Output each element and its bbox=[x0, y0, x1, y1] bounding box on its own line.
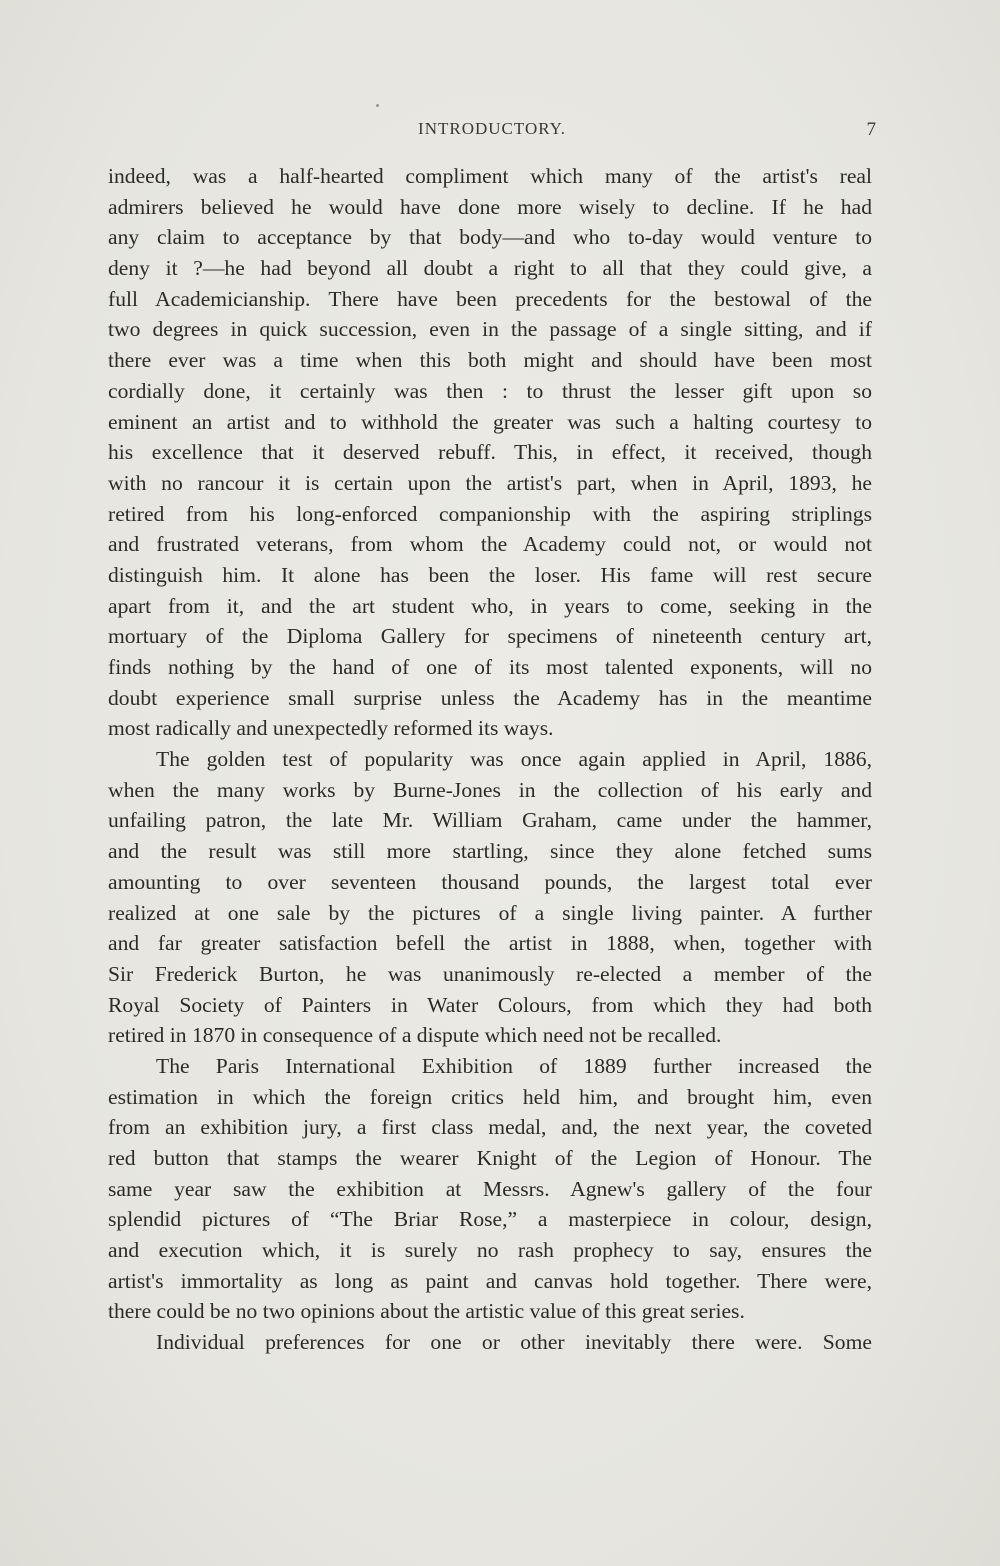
text-line: Individual preferences for one or other inevitably there were. Some bbox=[156, 1330, 872, 1355]
text-line: his excellence that it deserved rebuff. This, in effect, it received, though bbox=[108, 440, 872, 465]
paragraph bbox=[108, 1327, 872, 1358]
paragraph bbox=[108, 1051, 872, 1327]
text-line: mortuary of the Diploma Gallery for specimens of nineteenth century art, bbox=[108, 624, 872, 649]
text-line: with no rancour it is certain upon the artist's part, when in April, 1893, he bbox=[108, 470, 872, 495]
text-line: amounting to over seventeen thousand pounds, the largest total ever bbox=[108, 869, 872, 894]
text-line: indeed, was a half-hearted compliment which many of the artist's real bbox=[108, 164, 872, 188]
text-line: artist's immortality as long as paint and canvas hold together. There were, bbox=[108, 1268, 872, 1293]
paragraph bbox=[108, 161, 872, 744]
text-line: retired in 1870 in consequence of a dispute which need not be recalled. bbox=[108, 1023, 722, 1048]
text-line: doubt experience small surprise unless the Academy has in the meantime bbox=[108, 685, 872, 710]
text-line: there could be no two opinions about the artistic value of this great series. bbox=[108, 1299, 745, 1324]
page-number: 7 bbox=[866, 119, 876, 140]
text-line: finds nothing by the hand of one of its most talented exponents, will no bbox=[108, 655, 872, 679]
text-line: Royal Society of Painters in Water Colours, from which they had both bbox=[108, 992, 872, 1017]
paragraph bbox=[108, 744, 872, 1051]
paper-speck bbox=[376, 104, 379, 107]
text-line: two degrees in quick succession, even in the passage of a single sitting, and if bbox=[108, 317, 872, 342]
text-line: and far greater satisfaction befell the artist in 1888, when, together with bbox=[108, 931, 872, 956]
text-line: and frustrated veterans, from whom the Academy could not, or would not bbox=[108, 532, 872, 557]
text-line: full Academicianship. There have been precedents for the bestowal of the bbox=[108, 286, 872, 311]
body-text bbox=[108, 161, 872, 1358]
text-line: apart from it, and the art student who, in years to come, seeking in the bbox=[108, 593, 872, 618]
running-title: INTRODUCTORY. bbox=[418, 119, 566, 138]
text-line: any claim to acceptance by that body—and who to-day would venture to bbox=[108, 225, 872, 250]
text-line: when the many works by Burne-Jones in the collection of his early and bbox=[108, 777, 872, 802]
text-line: there ever was a time when this both might and should have been most bbox=[108, 348, 872, 373]
text-line: eminent an artist and to withhold the greater was such a halting courtesy to bbox=[108, 409, 872, 434]
text-line: The golden test of popularity was once again applied in April, 1886, bbox=[156, 747, 872, 772]
text-line: The Paris International Exhibition of 1889 further increased the bbox=[156, 1053, 872, 1078]
text-line: red button that stamps the wearer Knight of the Legion of Honour. The bbox=[108, 1146, 872, 1170]
text-line: cordially done, it certainly was then : to thrust the lesser gift upon so bbox=[108, 378, 872, 403]
text-line: distinguish him. It alone has been the loser. His fame will rest secure bbox=[108, 562, 872, 587]
text-line: admirers believed he would have done more wisely to decline. If he had bbox=[108, 194, 872, 219]
running-head bbox=[108, 119, 876, 143]
text-line: estimation in which the foreign critics held him, and brought him, even bbox=[108, 1084, 872, 1109]
text-line: most radically and unexpectedly reformed its ways. bbox=[108, 716, 554, 741]
text-line: realized at one sale by the pictures of a single living painter. A further bbox=[108, 900, 872, 925]
text-line: and the result was still more startling, since they alone fetched sums bbox=[108, 839, 872, 864]
text-line: from an exhibition jury, a first class medal, and, the next year, the coveted bbox=[108, 1115, 872, 1140]
text-line: Sir Frederick Burton, he was unanimously re-elected a member of the bbox=[108, 961, 872, 986]
text-line: deny it ?—he had beyond all doubt a right to all that they could give, a bbox=[108, 256, 872, 281]
text-line: same year saw the exhibition at Messrs. Agnew's gallery of the four bbox=[108, 1176, 872, 1201]
text-line: and execution which, it is surely no rash prophecy to say, ensures the bbox=[108, 1238, 872, 1263]
text-line: splendid pictures of “The Briar Rose,” a masterpiece in colour, design, bbox=[108, 1207, 872, 1232]
text-line: retired from his long-enforced companionship with the aspiring striplings bbox=[108, 501, 872, 526]
text-line: unfailing patron, the late Mr. William Graham, came under the hammer, bbox=[108, 808, 872, 833]
